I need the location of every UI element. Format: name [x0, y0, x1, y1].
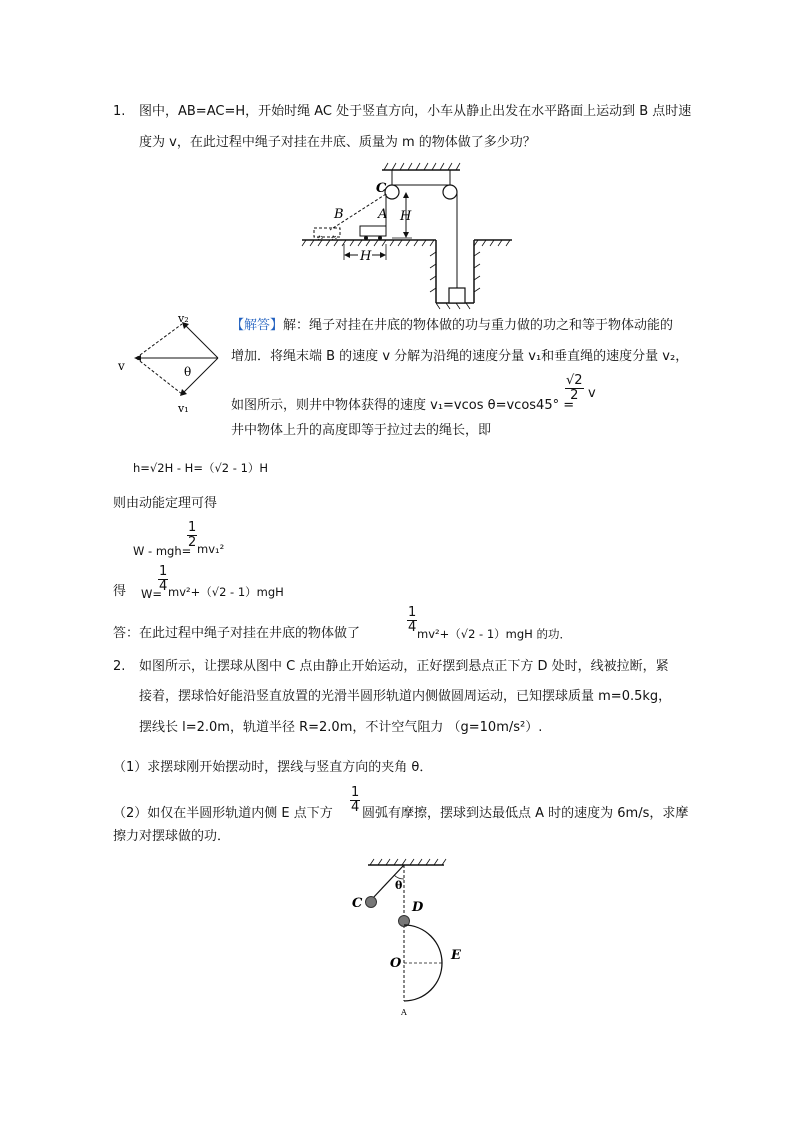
problem2-question2-left: （2）如仅在半圆形轨道内侧 E 点下方: [113, 806, 333, 821]
label-H-horizontal: H: [360, 249, 372, 264]
problem2-line2: 接着，摆球恰好能沿竖直放置的光滑半圆形轨道内侧做圆周运动，已知摆球质量 m=0.5kg，: [139, 689, 672, 704]
label-C: C: [376, 181, 387, 196]
answer-line1: 解：绳子对挂在井底的物体做的功与重力做的功之和等于物体动能的: [283, 318, 674, 333]
equation-work-left: W - mgh=: [133, 544, 192, 558]
equation-work-right: mv₁²: [197, 542, 225, 556]
label-B: B: [334, 207, 344, 222]
answer-line2: 增加．将绳末端 B 的速度 v 分解为沿绳的速度分量 v₁和垂直绳的速度分量 v₂，: [231, 349, 689, 364]
fraction-1-over-4-a: $\frac{1}{4}$: [159, 564, 168, 594]
pendulum-track-figure: [350, 855, 480, 1020]
label-theta-2: θ: [395, 879, 403, 892]
pulley-well-figure: [300, 160, 520, 310]
label-O: O: [390, 956, 402, 971]
label-v1: v₁: [178, 402, 189, 415]
problem2-question2-line2: 擦力对摆球做的功．: [113, 829, 231, 844]
velocity-decomposition-diagram: [118, 312, 228, 422]
answer-tag: 【解答】: [231, 318, 284, 333]
label-v: v: [118, 359, 125, 373]
label-A: A: [378, 207, 388, 222]
problem2-number: 2.: [113, 659, 126, 674]
label-A-2: A: [401, 1008, 407, 1017]
final-answer-right: mv²+（√2 - 1）mgH 的功．: [417, 627, 571, 641]
line-kinetic-energy-theorem: 则由动能定理可得: [113, 496, 218, 511]
problem1-number: 1.: [113, 104, 126, 119]
answer-line4: 井中物体上升的高度即等于拉过去的绳长，即: [231, 423, 492, 438]
equation-result-prefix: 得: [113, 584, 127, 599]
problem2-question2-right: 圆弧有摩擦，摆球到达最低点 A 时的速度为 6m/s，求摩: [362, 806, 689, 821]
equation-result-right: mv²+（√2 - 1）mgH: [168, 585, 284, 599]
problem2-line3: 摆线长 l=2.0m，轨道半径 R=2.0m，不计空气阻力 （g=10m/s²）.: [139, 720, 543, 735]
answer-line3-v: v: [588, 386, 596, 401]
problem1-line2: 度为 v，在此过程中绳子对挂在井底、质量为 m 的物体做了多少功？: [139, 135, 536, 150]
problem1-line1: 图中，AB=AC=H，开始时绳 AC 处于竖直方向，小车从静止出发在水平路面上运动到 B 点时速: [139, 104, 692, 119]
label-E: E: [451, 948, 461, 963]
label-v2: v₂: [178, 312, 189, 325]
label-D: D: [412, 900, 424, 915]
label-C-2: C: [352, 896, 363, 911]
fraction-1-over-2: $\frac{1}{2}$: [188, 520, 197, 550]
equation-h: h=√2H - H=（√2 - 1）H: [133, 461, 269, 475]
fraction-1-over-4-c: $\frac{1}{4}$: [351, 785, 360, 815]
problem2-question1: （1）求摆球刚开始摆动时，摆线与竖直方向的夹角 θ．: [113, 760, 433, 775]
final-answer-left: 答：在此过程中绳子对挂在井底的物体做了: [113, 626, 361, 641]
fraction-sqrt2-over-2: $\frac{√2}{2}$: [566, 373, 583, 403]
equation-result-left: W=: [141, 587, 163, 601]
problem2-line1: 如图所示，让摆球从图中 C 点由静止开始运动，正好摆到悬点正下方 D 处时，线被拉断，紧: [139, 659, 669, 674]
label-theta: θ: [184, 365, 192, 379]
fraction-1-over-4-b: $\frac{1}{4}$: [408, 605, 417, 635]
label-H-vertical: H: [400, 209, 412, 224]
answer-line3: 如图所示，则井中物体获得的速度 v₁=vcos θ=vcos45° =: [231, 398, 575, 413]
